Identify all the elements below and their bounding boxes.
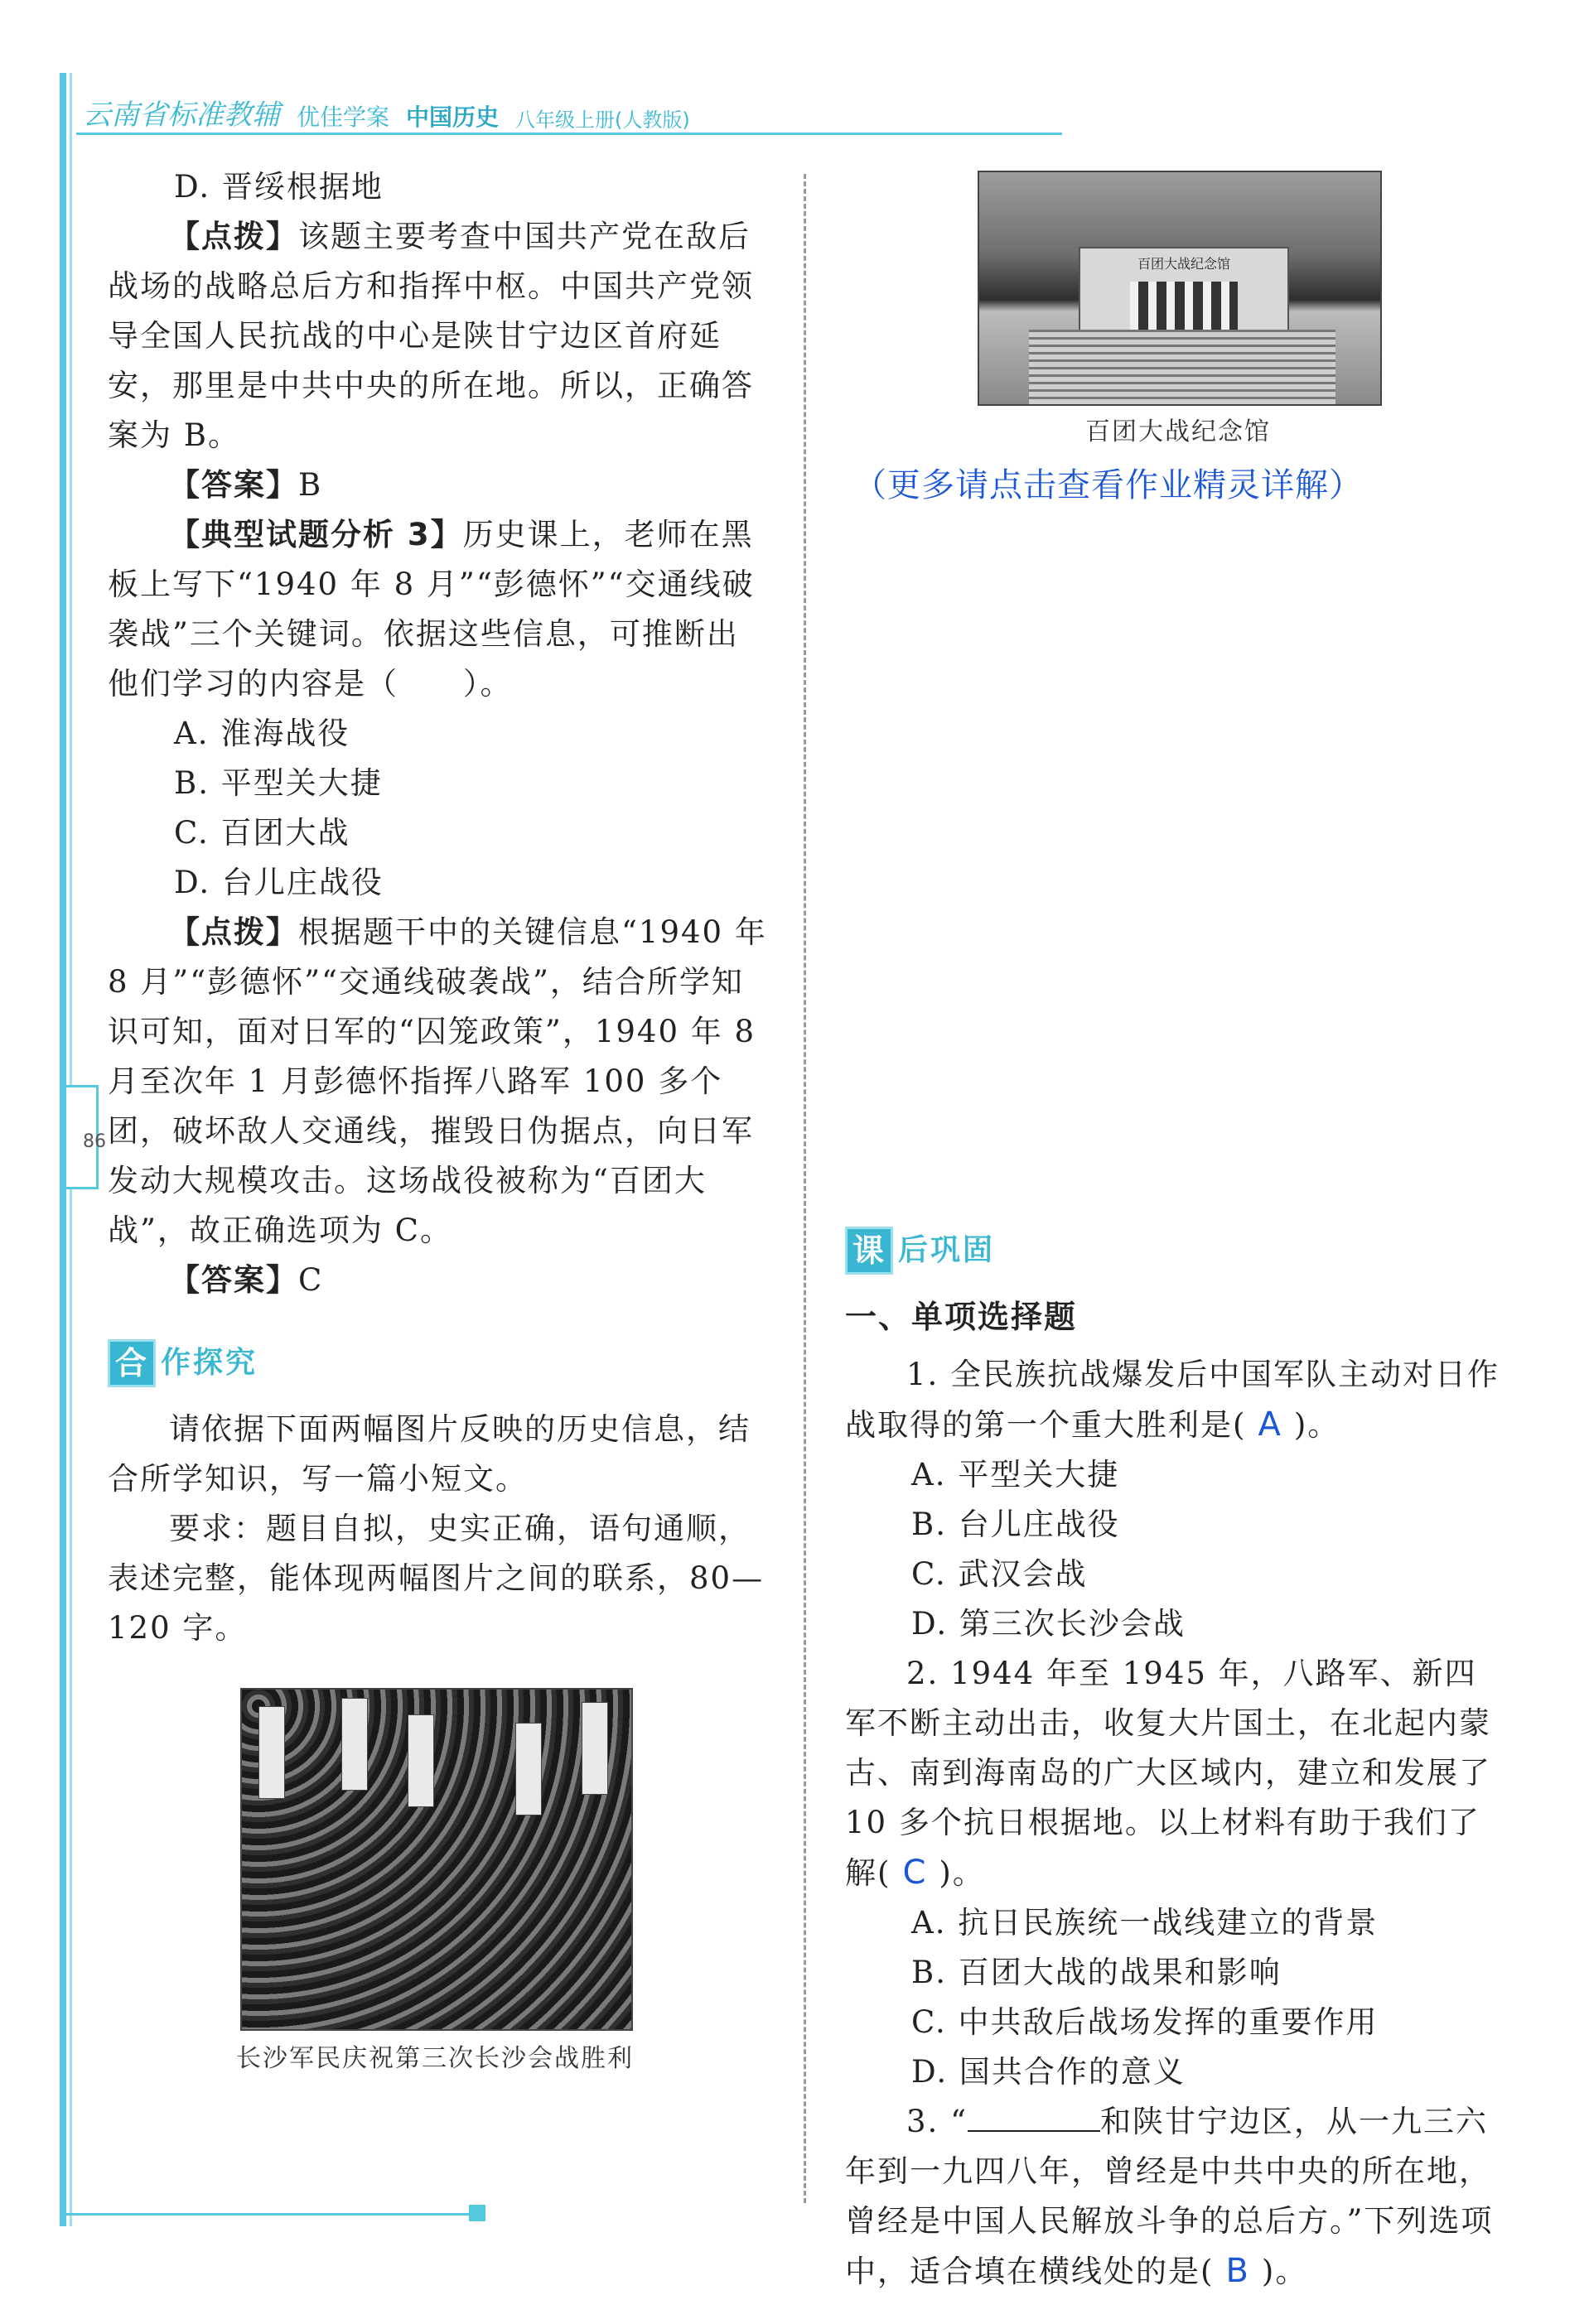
coop-section-title: 作探究 — [161, 1346, 258, 1380]
hint-2 — [108, 908, 770, 1256]
question-3-text: 历史课上，老师在黑板上写下“1940 年 8 月”“彭德怀”“交通线破袭战”三个关键词。依据这些信息，可推断出他们学习的内容是（ ）。 — [108, 517, 755, 702]
q3-text: 和陕甘宁边区，从一九三六年到一九四八年，曾经是中共中央的所在地，曾经是中国人民解放斗争的总后方。”下列选项中，适合填在横线处的是( — [845, 2104, 1494, 2289]
q1-text: 1. 全民族抗战爆发后中国军队主动对日作战取得的第一个重大胜利是( — [845, 1357, 1500, 1443]
q2-option: B. 百团大战的战果和影响 — [911, 1955, 1282, 1990]
page-header — [83, 83, 1060, 133]
bottom-decor-square — [469, 2205, 485, 2221]
answer-1-value: B — [298, 467, 323, 503]
answer-2-tag: 【答案】 — [169, 1262, 298, 1298]
q1-option: B. 台儿庄战役 — [911, 1507, 1120, 1542]
q1-text-end: )。 — [1293, 1407, 1340, 1443]
museum-steps — [1029, 330, 1335, 404]
q2-option: A. 抗日民族统一战线建立的背景 — [911, 1905, 1379, 1941]
museum-sign: 百团大战纪念馆 — [1137, 256, 1230, 272]
column-divider — [804, 174, 806, 2203]
header-rule — [76, 133, 1062, 135]
museum-photo-caption: 百团大战纪念馆 — [1085, 417, 1271, 446]
right-column — [845, 1226, 1508, 2297]
question-3-option: A. 淮海战役 — [174, 716, 350, 751]
after-class-icon: 课 — [845, 1227, 893, 1275]
left-column — [108, 162, 770, 1653]
q2-answer: C — [902, 1854, 928, 1892]
header-subject: 中国历史 — [406, 104, 500, 131]
photo-banner — [515, 1723, 542, 1815]
q2-option: D. 国共合作的意义 — [911, 2054, 1186, 2090]
museum-columns — [1130, 282, 1238, 331]
q3-text-start: 3. “ — [906, 2104, 968, 2139]
page-number: 86 — [83, 1131, 106, 1152]
after-class-header — [845, 1226, 1508, 1275]
museum-photo — [978, 171, 1382, 406]
question-3 — [108, 510, 770, 709]
header-grade: 八年级上册(人教版) — [515, 108, 690, 132]
answer-1-tag: 【答案】 — [169, 467, 298, 503]
header-series: 优佳学案 — [297, 104, 390, 131]
question-3-option: B. 平型关大捷 — [174, 765, 383, 801]
q2-text: 2. 1944 年至 1945 年，八路军、新四军不断主动出击，收复大片国土，在北起内蒙古、南到海南岛的广大区域内，建立和发展了 10 多个抗日根据地。以上材料有助于我们了解( — [845, 1656, 1491, 1891]
q1-option: D. 第三次长沙会战 — [911, 1606, 1186, 1642]
bottom-decor-line — [66, 2213, 472, 2216]
q2-option: C. 中共敌后战场发挥的重要作用 — [911, 2004, 1379, 2040]
more-details-link[interactable]: （更多请点击查看作业精灵详解） — [853, 466, 1363, 504]
section-single-choice: 一、单项选择题 — [845, 1299, 1078, 1335]
q1-option: C. 武汉会战 — [911, 1556, 1088, 1592]
q3-text-end: )。 — [1261, 2254, 1308, 2289]
photo-banner — [341, 1698, 368, 1791]
answer-2-value: C — [298, 1262, 324, 1298]
question-2 — [845, 1649, 1508, 1898]
answer-2 — [108, 1256, 770, 1305]
after-class-title: 后巩固 — [898, 1233, 996, 1267]
photo-banner — [408, 1714, 434, 1807]
coop-requirement: 要求：题目自拟，史实正确，语句通顺，表述完整，能体现两幅图片之间的联系，80—120 字。 — [108, 1511, 765, 1646]
photo-banner — [258, 1706, 285, 1799]
question-1 — [845, 1350, 1508, 1450]
q1-option: A. 平型关大捷 — [911, 1457, 1120, 1492]
crowd-celebration-photo — [240, 1688, 633, 2031]
crowd-photo-caption: 长沙军民庆祝第三次长沙会战胜利 — [236, 2044, 634, 2073]
coop-section-header — [108, 1338, 770, 1388]
answer-1 — [108, 460, 770, 510]
photo-banner — [582, 1702, 608, 1795]
coop-section-icon: 合 — [108, 1339, 156, 1387]
museum-building — [1079, 247, 1289, 333]
q3-answer: B — [1225, 2252, 1250, 2290]
hint-1-tag: 【点拨】 — [169, 219, 298, 254]
q1-answer: A — [1258, 1405, 1282, 1444]
hint-1-text: 该题主要考查中国共产党在敌后战场的战略总后方和指挥中枢。中国共产党领导全国人民抗战的中心是陕甘宁边区首府延安，那里是中共中央的所在地。所以，正确答案为 B。 — [108, 219, 754, 453]
hint-2-text: 根据题干中的关键信息“1940 年 8 月”“彭德怀”“交通线破袭战”，结合所学知识可知，面对日军的“囚笼政策”，1940 年 8 月至次年 1 月彭德怀指挥八路军 100 多个团，破坏敌人交通线，摧毁日伪据点，向日军发动大规模攻击。这场战役被称为“百团大战”，故正确选项为 C。 — [108, 914, 767, 1248]
question-3-right — [845, 2097, 1508, 2297]
option-d-prev: D. 晋绥根据地 — [174, 169, 384, 205]
hint-1 — [108, 212, 770, 460]
header-brand: 云南省标准教辅 — [83, 99, 280, 132]
left-decor-band — [60, 73, 66, 2226]
question-3-tag: 【典型试题分析 3】 — [169, 517, 463, 552]
q3-blank — [968, 2097, 1100, 2132]
question-3-option: D. 台儿庄战役 — [174, 865, 384, 900]
hint-2-tag: 【点拨】 — [169, 914, 298, 950]
question-3-option: C. 百团大战 — [174, 815, 350, 851]
coop-instruction: 请依据下面两幅图片反映的历史信息，结合所学知识，写一篇小短文。 — [108, 1411, 751, 1497]
q2-text-end: )。 — [939, 1855, 985, 1891]
